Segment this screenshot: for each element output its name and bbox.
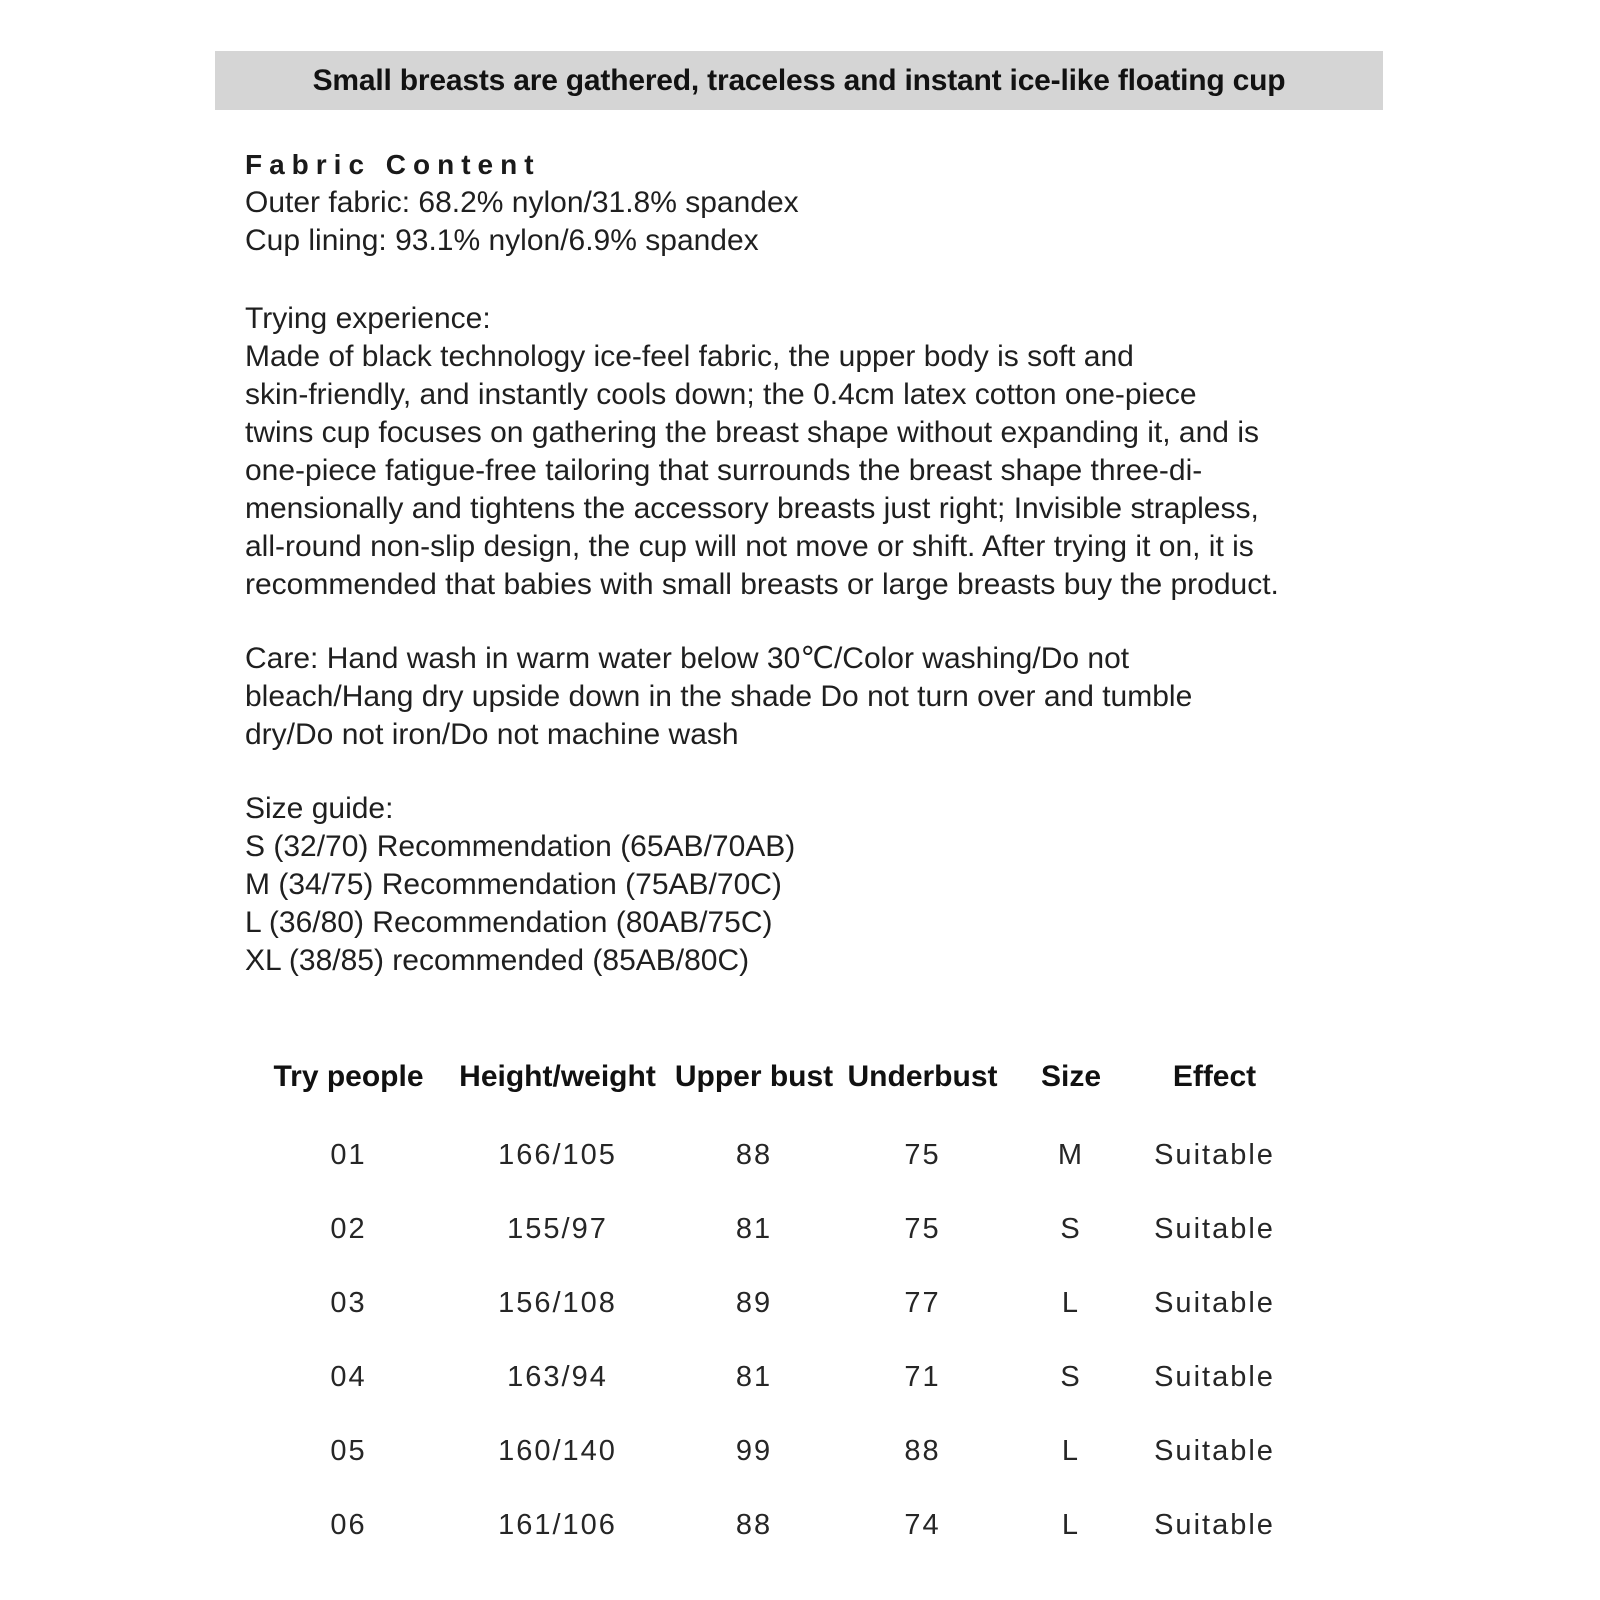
fabric-content-heading: Fabric Content: [245, 149, 541, 180]
cell-effect: Suitable: [1154, 1509, 1275, 1541]
cell-underbust: 77: [904, 1287, 941, 1319]
column-header-upper-bust: Upper bust: [674, 1060, 834, 1093]
cell-upper-bust: 81: [735, 1361, 773, 1393]
trial-table-header-row: [245, 1058, 1535, 1096]
care-line: dry/Do not iron/Do not machine wash: [245, 718, 739, 751]
table-row: [245, 1506, 1535, 1544]
size-guide-line: XL (38/85) recommended (85AB/80C): [245, 944, 750, 977]
trial-table: [245, 1058, 1535, 1544]
cell-height-weight: 156/108: [498, 1287, 617, 1319]
fabric-content-line: Cup lining: 93.1% nylon/6.9% spandex: [245, 224, 759, 257]
cell-height-weight: 160/140: [498, 1435, 617, 1467]
size-guide-section: [245, 790, 1279, 980]
cell-try-people: 02: [330, 1213, 367, 1245]
trying-experience-heading: Trying experience:: [245, 302, 491, 335]
care-line: Care: Hand wash in warm water below 30℃/Color washing/Do not: [245, 642, 1130, 675]
table-row: [245, 1284, 1535, 1322]
cell-underbust: 88: [904, 1435, 941, 1467]
cell-height-weight: 161/106: [498, 1509, 617, 1541]
cell-size: L: [1061, 1435, 1081, 1467]
cell-try-people: 06: [330, 1509, 367, 1541]
page-title: Small breasts are gathered, traceless and instant ice-like floating cup: [312, 63, 1286, 97]
column-header-size: Size: [1040, 1060, 1102, 1093]
trying-experience-line: skin-friendly, and instantly cools down; the 0.4cm latex cotton one-piece: [245, 378, 1197, 411]
fabric-content-section: [245, 146, 1279, 260]
cell-upper-bust: 99: [735, 1435, 773, 1467]
trying-experience-line: all-round non-slip design, the cup will not move or shift. After trying it on, it is: [245, 530, 1254, 563]
column-header-try-people: Try people: [273, 1060, 424, 1093]
title-banner: [215, 51, 1383, 110]
cell-upper-bust: 88: [735, 1509, 773, 1541]
cell-effect: Suitable: [1154, 1139, 1275, 1171]
cell-underbust: 74: [904, 1509, 941, 1541]
description-content: [245, 146, 1279, 980]
cell-upper-bust: 89: [735, 1287, 773, 1319]
trying-experience-section: [245, 300, 1279, 604]
cell-try-people: 01: [330, 1139, 367, 1171]
cell-underbust: 75: [904, 1213, 941, 1245]
column-header-effect: Effect: [1172, 1060, 1257, 1093]
trying-experience-line: twins cup focuses on gathering the breast shape without expanding it, and is: [245, 416, 1259, 449]
care-line: bleach/Hang dry upside down in the shade Do not turn over and tumble: [245, 680, 1193, 713]
table-row: [245, 1358, 1535, 1396]
trying-experience-line: Made of black technology ice-feel fabric, the upper body is soft and: [245, 340, 1134, 373]
size-guide-line: L (36/80) Recommendation (80AB/75C): [245, 906, 773, 939]
cell-effect: Suitable: [1154, 1213, 1275, 1245]
column-header-underbust: Underbust: [847, 1060, 998, 1093]
cell-underbust: 75: [904, 1139, 941, 1171]
size-guide-line: M (34/75) Recommendation (75AB/70C): [245, 868, 782, 901]
cell-size: M: [1057, 1139, 1085, 1171]
size-guide-line: S (32/70) Recommendation (65AB/70AB): [245, 830, 796, 863]
cell-try-people: 04: [330, 1361, 367, 1393]
cell-underbust: 71: [904, 1361, 941, 1393]
table-row: [245, 1210, 1535, 1248]
cell-upper-bust: 88: [735, 1139, 773, 1171]
column-header-height-weight: Height/weight: [459, 1060, 656, 1093]
trying-experience-line: recommended that babies with small breasts or large breasts buy the product.: [245, 568, 1279, 601]
table-row: [245, 1136, 1535, 1174]
cell-effect: Suitable: [1154, 1287, 1275, 1319]
cell-height-weight: 166/105: [498, 1139, 617, 1171]
trying-experience-line: one-piece fatigue-free tailoring that surrounds the breast shape three-di-: [245, 454, 1203, 487]
cell-effect: Suitable: [1154, 1435, 1275, 1467]
cell-height-weight: 155/97: [507, 1213, 608, 1245]
size-guide-heading: Size guide:: [245, 792, 394, 825]
care-section: [245, 640, 1279, 754]
fabric-content-line: Outer fabric: 68.2% nylon/31.8% spandex: [245, 186, 799, 219]
cell-size: L: [1061, 1509, 1081, 1541]
cell-height-weight: 163/94: [507, 1361, 608, 1393]
cell-try-people: 05: [330, 1435, 367, 1467]
cell-effect: Suitable: [1154, 1361, 1275, 1393]
cell-size: S: [1060, 1361, 1082, 1393]
cell-upper-bust: 81: [735, 1213, 773, 1245]
cell-size: S: [1060, 1213, 1082, 1245]
cell-try-people: 03: [330, 1287, 367, 1319]
table-row: [245, 1432, 1535, 1470]
cell-size: L: [1061, 1287, 1081, 1319]
trying-experience-line: mensionally and tightens the accessory breasts just right; Invisible strapless,: [245, 492, 1259, 525]
